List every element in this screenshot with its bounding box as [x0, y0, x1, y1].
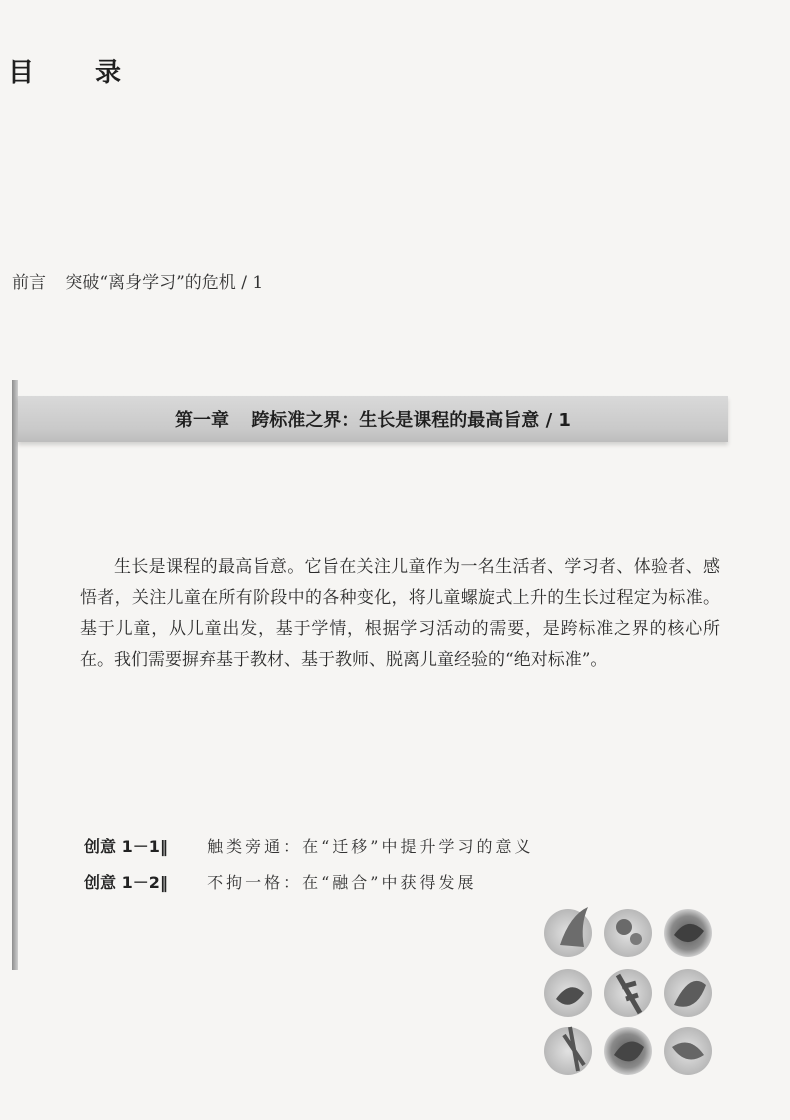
circle-row-2 [544, 969, 712, 1017]
creative-list [84, 834, 533, 906]
creative-title: 触类旁通：在“迁移”中提升学习的意义 [207, 837, 534, 856]
page-title: 目 录 [8, 58, 148, 88]
chapter-summary: 生长是课程的最高旨意。它旨在关注儿童作为一名生活者、学习者、体验者、感悟者，关注儿童在所有阶段中的各种变化，将儿童螺旋式上升的生长过程定为标准。基于儿童，从儿童出发，基于学情，根据学习活动的需要，是跨标准之界的核心所在。我们需要摒弃基于教材、基于教师、脱离儿童经验的“绝对标准”。 [80, 557, 720, 670]
creative-number: 创意 1－1‖ [84, 837, 168, 856]
left-margin-rule [12, 380, 18, 970]
preface-entry[interactable] [12, 268, 263, 293]
chapter-title: 跨标准之界：生长是课程的最高旨意 / 1 [251, 410, 571, 431]
chapter-heading-bar[interactable] [18, 396, 728, 442]
preface-title: 突破“离身学习”的危机 / 1 [65, 273, 264, 293]
botanical-circles-illustration [540, 895, 730, 1085]
creative-item[interactable] [84, 870, 533, 906]
chapter-heading [18, 406, 728, 432]
creative-item[interactable] [84, 834, 533, 870]
creative-title: 不拘一格：在“融合”中获得发展 [207, 873, 477, 892]
circle-row-1 [544, 907, 712, 957]
creative-number: 创意 1－2‖ [84, 873, 168, 892]
preface-label: 前言 [12, 273, 46, 293]
chapter-number: 第一章 [175, 410, 230, 431]
circle-row-3 [544, 1027, 712, 1075]
